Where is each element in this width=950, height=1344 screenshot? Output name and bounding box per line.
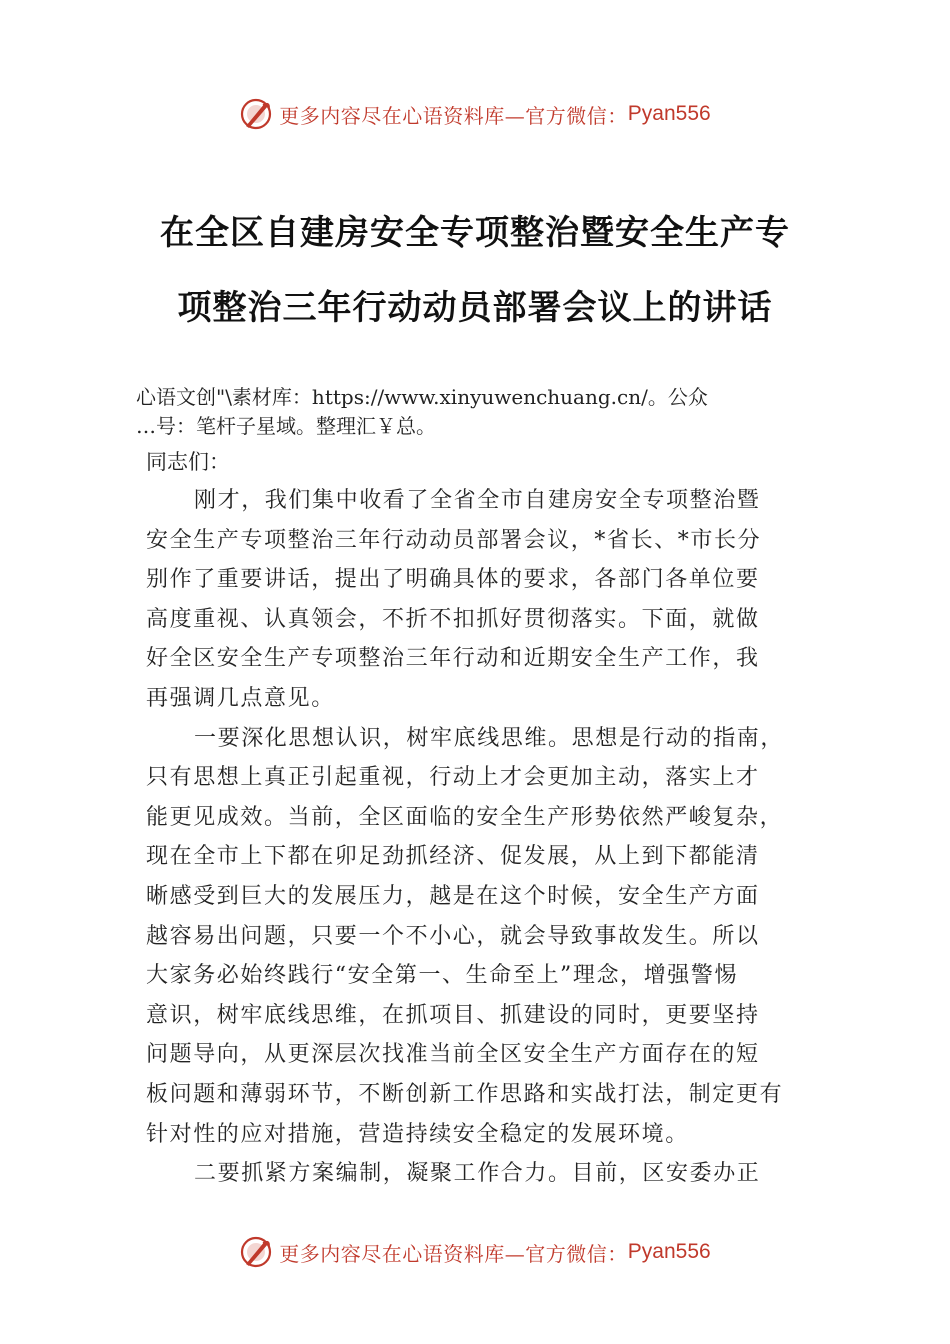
source-note-line-2: …号：笔杆子星域。整理汇￥总。: [136, 414, 436, 438]
body-line: 只有思想上真正引起重视，行动上才会更加主动，落实上才: [146, 765, 760, 791]
bottom-watermark-banner: [0, 1232, 950, 1272]
body-line: 安全生产专项整治三年行动动员部署会议，*省长、*市长分: [146, 527, 762, 553]
body-line: 别作了重要讲话，提出了明确具体的要求，各部门各单位要: [146, 567, 760, 593]
body-line: 好全区安全生产专项整治三年行动和近期安全生产工作，我: [146, 646, 760, 672]
body-line: 晰感受到巨大的发展压力，越是在这个时候，安全生产方面: [146, 883, 760, 909]
body-line: 能更见成效。当前，全区面临的安全生产形势依然严峻复杂，: [146, 804, 784, 830]
body-line: 二要抓紧方案编制，凝聚工作合力。目前，区安委办正: [194, 1161, 761, 1187]
speech-body: [146, 481, 826, 1194]
body-line: 现在全市上下都在卯足劲抓经济、促发展，从上到下都能清: [146, 844, 760, 870]
body-line: 高度重视、认真领会，不折不扣抓好贯彻落实。下面，就做: [146, 606, 760, 632]
body-line: 越容易出问题，只要一个不小心，就会导致事故发生。所以: [146, 923, 760, 949]
banner-wechat-id: Pyan556: [627, 102, 711, 125]
greeting: 同志们：: [146, 450, 230, 474]
top-watermark-banner: [0, 94, 950, 134]
banner-wechat-id: Pyan556: [627, 1240, 711, 1263]
document-title-line-1: 在全区自建房安全专项整治暨安全生产专: [160, 213, 790, 253]
body-line: 大家务必始终践行“安全第一、生命至上”理念，增强警惕: [146, 963, 739, 989]
body-line: 再强调几点意见。: [146, 685, 335, 711]
quill-logo-icon: [239, 1235, 273, 1269]
body-line: 一要深化思想认识，树牢底线思维。思想是行动的指南，: [194, 725, 785, 751]
banner-text: 更多内容尽在心语资料库—官方微信：: [279, 103, 628, 128]
document-title-line-2: 项整治三年行动动员部署会议上的讲话: [177, 288, 773, 328]
body-line: 问题导向，从更深层次找准当前全区安全生产方面存在的短: [146, 1042, 760, 1068]
body-line: 板问题和薄弱环节，不断创新工作思路和实战打法，制定更有: [146, 1081, 784, 1107]
body-line: 刚才，我们集中收看了全省全市自建房安全专项整治暨: [194, 488, 761, 513]
body-line: 针对性的应对措施，营造持续安全稳定的发展环境。: [146, 1121, 689, 1147]
banner-text: 更多内容尽在心语资料库—官方微信：: [279, 1241, 628, 1266]
body-line: 意识，树牢底线思维，在抓项目、抓建设的同时，更要坚持: [146, 1002, 760, 1028]
quill-logo-icon: [239, 97, 273, 131]
source-note-line-1: 心语文创"\素材库：https://www.xinyuwenchuang.cn/。公众: [136, 385, 708, 409]
